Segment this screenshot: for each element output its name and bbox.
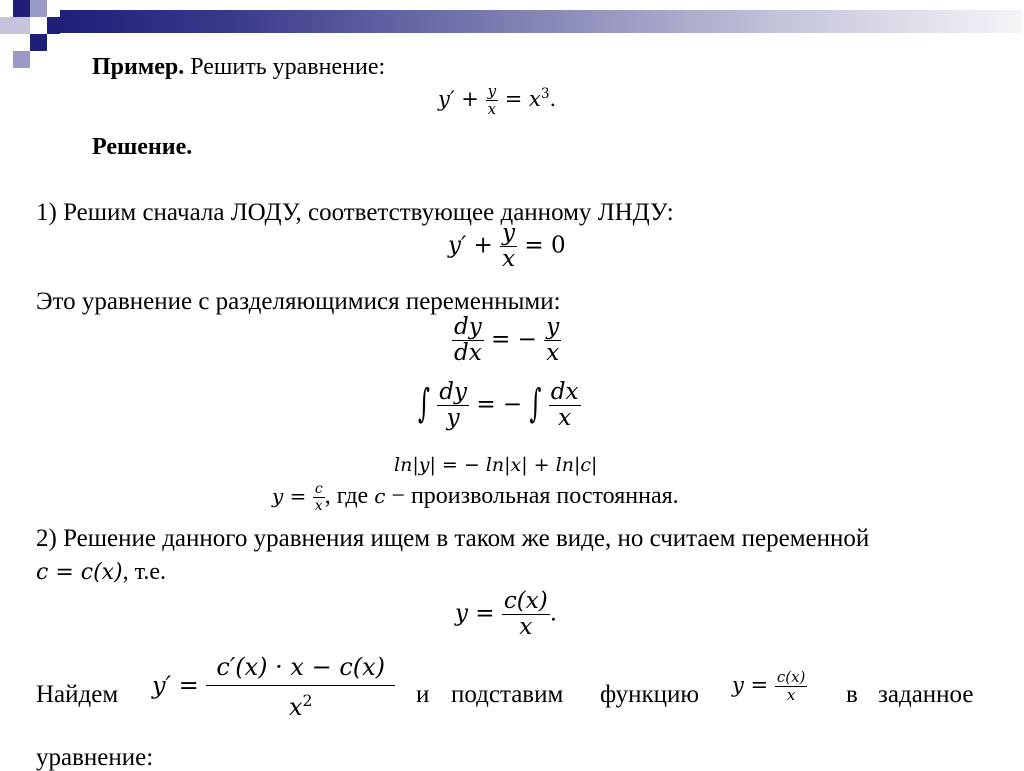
separable-equation: $\frac{dy}{dx}$ = − $\frac{y}{x}$ xyxy=(454,314,560,366)
separable-text: Это уравнение с разделяющимися переменными: xyxy=(36,288,561,315)
function-equation: y = $\frac{c(x)}{x}$ xyxy=(732,668,806,704)
derivative-equation: y′ = $\frac{c'(x) \cdot x - c(x)}{x^2}$ xyxy=(152,655,395,719)
header-square xyxy=(30,34,47,51)
solution-label: Решение. xyxy=(92,134,193,160)
general-solution-line: y = $\frac{c}{x}$ , где c − произвольная постоянная. xyxy=(272,481,679,514)
given-text: заданное xyxy=(878,681,974,708)
function-text: функцию xyxy=(600,681,700,708)
step1-text: 1) Решим сначала ЛОДУ, соответствующее данному ЛНДУ: xyxy=(36,199,674,226)
example-equation: y′ + $\frac{y}{x}$ = $x^3$. xyxy=(438,82,557,118)
step2-text: 2) Решение данного уравнения ищем в таком же виде, но считаем переменной xyxy=(36,525,870,552)
header-square xyxy=(13,51,30,68)
last-line-text: уравнение: xyxy=(36,744,154,771)
example-line xyxy=(92,55,385,79)
header-square xyxy=(0,17,13,34)
integral-equation: ∫ $\frac{dy}{y}$ = − ∫ $\frac{dx}{x}$ xyxy=(418,379,579,431)
header-gradient-bar xyxy=(60,10,1022,33)
example-text: Решить уравнение: xyxy=(190,54,386,80)
header-square xyxy=(47,17,60,34)
log-equation: ln|y| = − ln|x| + ln|c| xyxy=(394,454,598,476)
homogeneous-equation: y′ + $\frac{y}{x}$ = 0 xyxy=(448,220,566,272)
find-label: Найдем xyxy=(36,681,119,708)
header-square xyxy=(30,0,47,17)
variation-equation: y = $\frac{c(x)}{x}$ . xyxy=(455,588,558,640)
and-text: и xyxy=(416,681,430,708)
example-label: Пример. xyxy=(92,54,185,80)
in-text: в xyxy=(846,681,858,708)
header-square xyxy=(13,0,30,17)
step2-cdef-line: c = c(x), т.е. xyxy=(36,559,166,585)
header-square xyxy=(13,17,30,34)
substitute-text: подставим xyxy=(451,681,564,708)
